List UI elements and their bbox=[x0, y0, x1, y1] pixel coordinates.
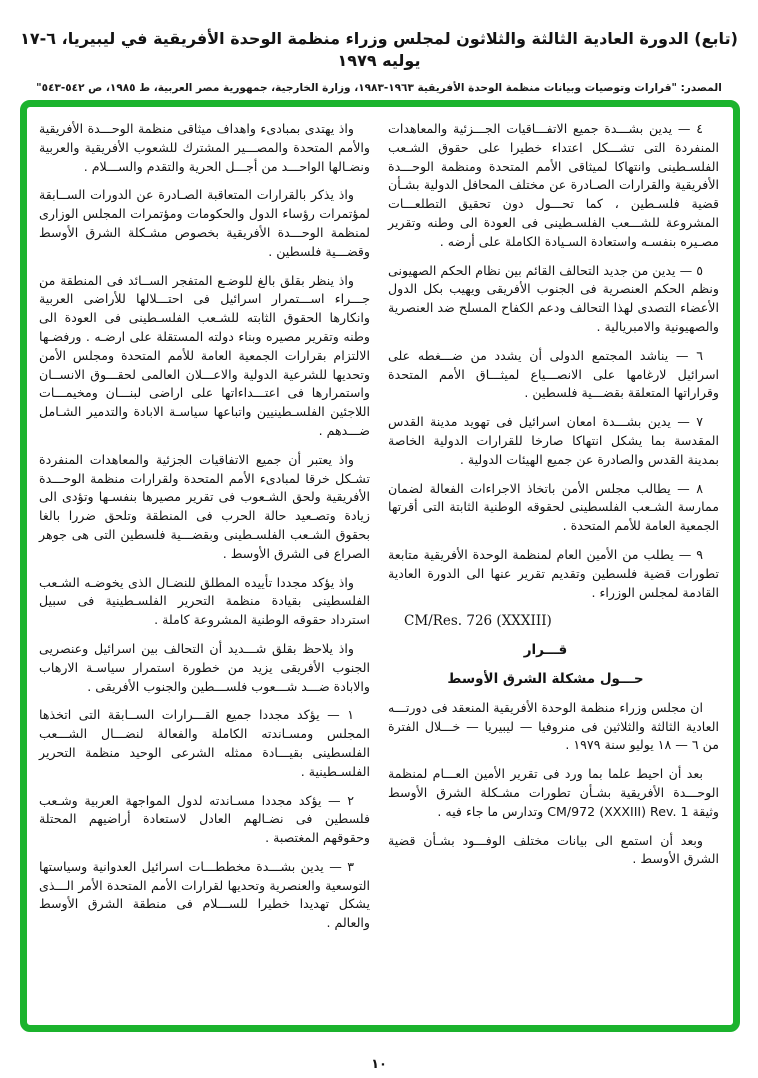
resolution-subtitle: حـــول مشكلة الشرق الأوسط bbox=[447, 670, 644, 687]
paragraph: واذ يعتبر أن جميع الاتفاقيات الجزئية والمعاهدات المنفردة تشـكل خرقا لمبادىء الأمم المتحدة ولقرارات منظمة الوحـــدة الأفريقية ولحق الشـعوب فى تقرير مصيرها بنفسـها وتؤدى الى زيادة وتصـعيد حالة الحرب فى المنطقة وتلحق ضررا بالغا بحقوق الشـعب الفلسـطينى وبقضـــية فلسطين التى هى جوهر الصراع فى الشرق الأوسط . bbox=[39, 451, 370, 561]
paragraph: واذ يهتدى بمبادىء واهداف ميثاقى منظمة الوحـــدة الأفريقية والأمم المتحدة والمصـــير المشترك للشعوب الأفريقية والعربية ونضـالها الواحـــد من أجـــل الحرية والتقدم والســـلام . bbox=[39, 121, 370, 174]
page-header bbox=[0, 28, 758, 94]
resolution-preamble: بعد أن احيط علما بما ورد فى تقرير الأمين العـــام لمنظمة الوحـــدة الأفريقية بشـأن تطورات مشـكلة الشرق الأوسط وثيقة CM/972 (XXXIII) Rev. 1 وتدارس ما جاء فيه . bbox=[388, 766, 719, 819]
green-border-frame bbox=[20, 100, 740, 1032]
header-source: المصدر: "قرارات وتوصيات وبيانات منظمة الوحدة الأفريقية ١٩٦٣-١٩٨٣، وزارة الخارجية، جمهورية مصر العربية، ط ١٩٨٥، ص ٥٤٢-٥٤٣" bbox=[36, 81, 722, 94]
two-column-layout bbox=[39, 120, 719, 1015]
header-title: (تابع) الدورة العادية الثالثة والثلاثون لمجلس وزراء منظمة الوحدة الأفريقية في ليبيريا، ٦-١٧ يوليه ١٩٧٩ bbox=[20, 29, 738, 71]
paragraph: واذ ينظر بقلق بالغ للوضـع المتفجر الســائد فى المنطقة من جـــراء اســـتمرار اسرائيل فى احتـــلالها للأراضى العربية وانكارها الحقوق الثابته للشـعب الفلسـطينى فى العودة الى وطنه وتقرير مصيره وبناء دولته المستقلة على ارضـه . ورفضـها الالتزام بقرارات الجمعية العامة للأمم المتحدة ومجلس الأمن وتحديها للشرعية الدولية والاعـــلان العالمى لحقـــوق الانســان واستمرارها فى اعتـــداءاتها على اراضى لبنـــان ومخيمـــات اللاجئين الفلسـطينيين واتباعها سياسـة الابادة والتدمير الشـامل ضـــدهم . bbox=[39, 272, 370, 438]
numbered-clause-9: ٩ — يطلب من الأمين العام لمنظمة الوحدة الأفريقية متابعة تطورات قضية فلسطين وتقديم تقرير عنها الى الدورة العادية القادمة لمجلس الوزراء . bbox=[388, 546, 719, 600]
numbered-clause-2: ٢ — يؤكد مجددا مسـاندته لدول المواجهة العربية وشـعب فلسطين فى نضـالهم العادل لاستعادة أراضيهم المحتلة وحقوقهم المغتصبة . bbox=[39, 792, 370, 846]
page-number: ١٠ bbox=[371, 1057, 387, 1072]
numbered-clause-1: ١ — يؤكد مجددا جميع القـــرارات الســابقة التى اتخذها المجلس ومسـاندته الكاملة والفعالة لنضـــال الشـــعب الفلسطينى بقيـــادة ممثله الشرعى الوحيد منظمة التحرير الفلسـطينية . bbox=[39, 707, 370, 779]
numbered-clause-8: ٨ — يطالب مجلس الأمن باتخاذ الاجراءات الفعالة لضمان ممارسة الشـعب الفلسطينى لحقوقه الوطنية الثابتة التى أقرتها الجمعية العامة للأمم المتحدة . bbox=[388, 480, 719, 534]
paragraph: واذ يؤكد مجددا تأييده المطلق للنضـال الذى يخوضـه الشـعب الفلسطينى بقيادة منظمة التحرير الفلسـطينية فى سبيل استرداد حقوقه الوطنية المشروعة كاملة . bbox=[39, 574, 370, 628]
numbered-clause-7: ٧ — يدين بشـــدة امعان اسرائيل فى تهويد مدينة القدس المقدسة بما يشكل انتهاكا صارخا للقرارات الدولية الخاصة بمدينة القدس والصادرة عن جميع الهيئات الدولية . bbox=[388, 414, 719, 467]
paragraph: واذ يلاحظ بقلق شـــديد أن التحالف بين اسرائيل وعنصريى الجنوب الأفريقى يزيد من خطورة استمرار سياسـة الارهاب والابادة ضـــد شـــعوب فلســـطين والجنوب الأفريقى . bbox=[39, 640, 370, 694]
numbered-clause-4: ٤ — يدين بشـــدة جميع الاتفـــاقيات الجـــزئية والمعاهدات المنفردة التى تشـــكل اعتداء خطيرا على حقوق الشـعب الفلسـطينى وانتهاكا لميثاقى الأمم المتحدة ومنظمة الوحـــدة الأفريقية والقرارات الصـادرة عن مختلف المحافل الدولية بشـأن قضية فلسـطين ، كما تحـــول دون تحقيق التطلعـــات المشروعة للشـــعب الفلسـطينى فى العودة الى وطنه وتقرير مصـيره بنفسـه واستعادة السـيادة الكاملة على أرضه . bbox=[388, 121, 719, 249]
numbered-clause-5: ٥ — يدين من جديد التحالف القائم بين نظام الحكم الصهيونى ونظم الحكم العنصرية فى الجنوب الأفريقى ويهيب بكل الدول الأعضاء التصدى لهذا التحالف ودعم الكفاح المسلح ضد العنصرية والصهيونية والامبريالية . bbox=[388, 262, 719, 334]
resolution-title: قـــرار bbox=[523, 642, 568, 659]
numbered-clause-3: ٣ — يدين بشـــدة مخططـــات اسرائيل العدوانية وسياستها التوسعية والعنصرية وتحديها لقرارات الأمم المتحدة الأمر الـــذى يشكل تهديدا خطيرا للســـلام فى منطقة الشرق الأوسط والعالم . bbox=[39, 858, 370, 931]
left-column bbox=[39, 120, 370, 1015]
resolution-reference: CM/Res. 726 (XXXIII) bbox=[404, 613, 552, 630]
resolution-preamble: ان مجلس وزراء منظمة الوحدة الأفريقية المنعقد فى دورتـــه العادية الثالثة والثلاثين فى منروفيا — ليبيريا — خـــلال الفترة من ٦ — ١٨ يوليو سنة ١٩٧٩ . bbox=[388, 699, 719, 753]
resolution-preamble: وبعد أن استمع الى بيانات مختلف الوفـــود بشـأن قضية الشرق الأوسط . bbox=[388, 832, 719, 867]
right-column bbox=[388, 120, 719, 1015]
paragraph: واذ يذكر بالقرارات المتعاقبة الصـادرة عن الدورات الســابقة لمؤتمرات رؤساء الدول والحكومات ومؤتمرات المجلس الوزارى لمنظمة الوحـــدة الأفريقية بخصوص مشـكلة الشرق الأوسط وقضـــية فلسطين . bbox=[39, 187, 370, 259]
numbered-clause-6: ٦ — يناشد المجتمع الدولى أن يشدد من ضـــغطه على اسرائيل لارغامها على الانصـــياع لميثـــاق الأمم المتحدة وقراراتها المتعلقة بقضـــية فلسطين . bbox=[388, 347, 719, 401]
